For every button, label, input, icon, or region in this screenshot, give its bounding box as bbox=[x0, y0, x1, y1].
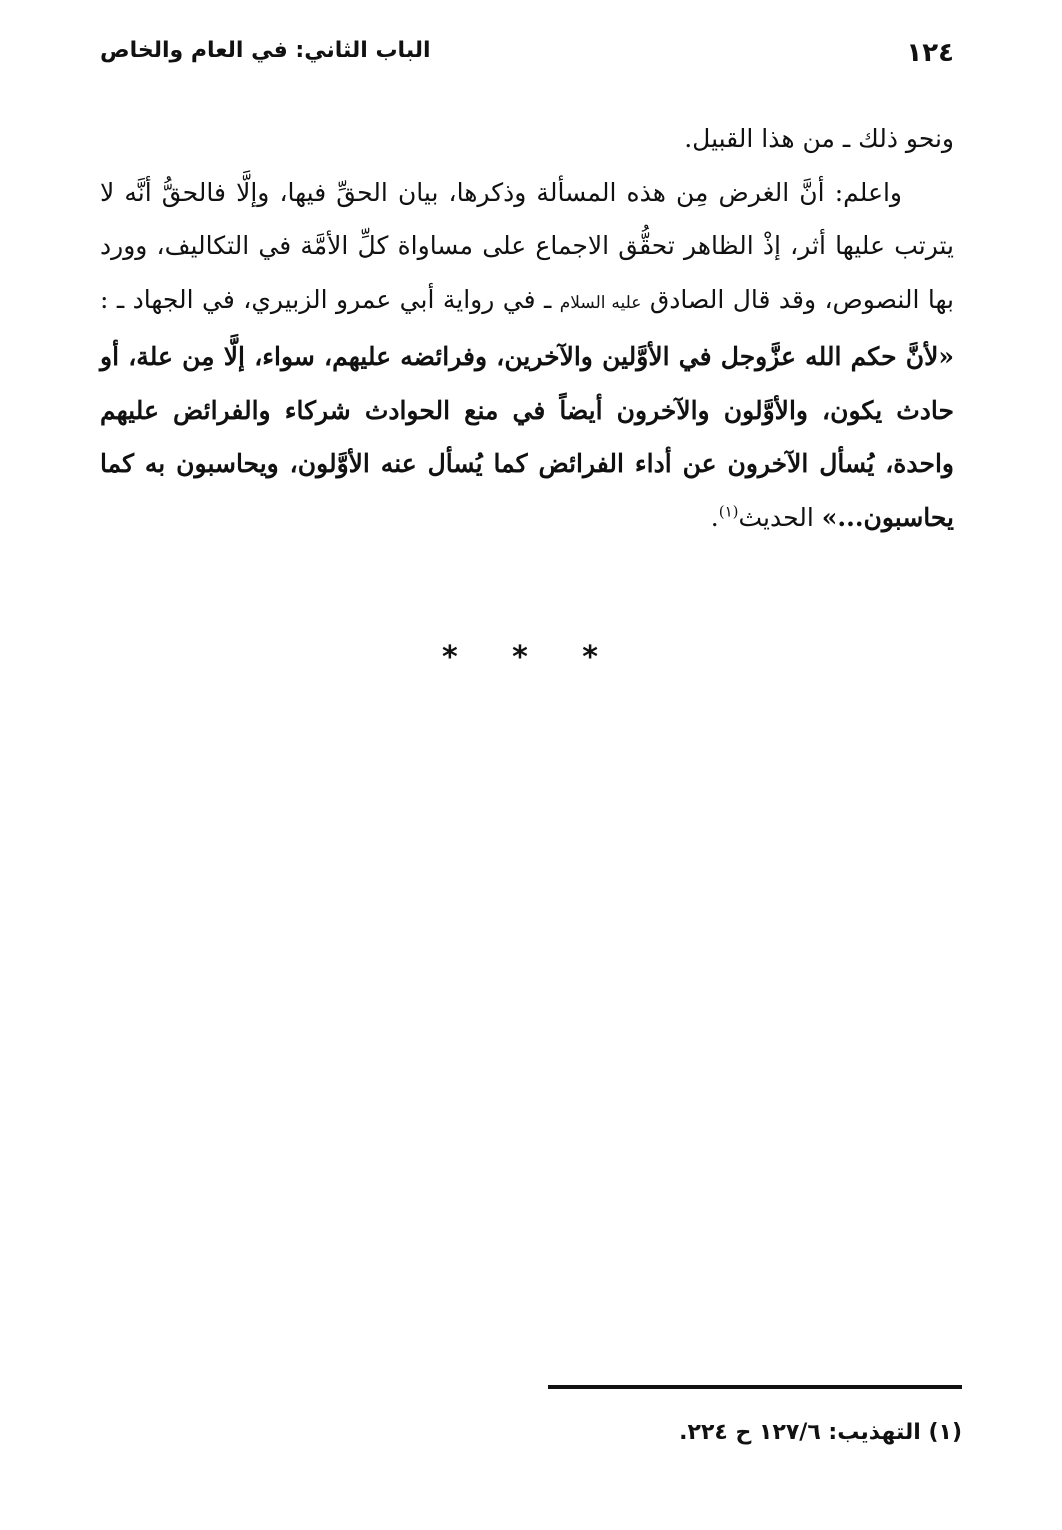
hadith-quote: «لأنَّ حكم الله عزَّوجل في الأوَّلين والآخرين، وفرائضه عليهم، سواء، إلَّا مِن علة، أو حادث يكون، والأوَّلون والآخرون أيضاً في منع الحوادث شركاء والفرائض عليهم واحدة، يُسأل الآخرون عن أداء الفرائض كما يُسأل عنه الأوَّلون، ويحاسبون به كما يحاسبون...» bbox=[100, 342, 954, 532]
final-period: . bbox=[710, 502, 719, 532]
main-text bbox=[100, 112, 954, 544]
opening-line-text: ونحو ذلك ـ من هذا القبيل. bbox=[684, 124, 954, 153]
page-number: ١٢٤ bbox=[906, 38, 954, 68]
honorific-phrase: عليه السلام bbox=[559, 292, 642, 313]
paragraph-text-start: واعلم: أنَّ الغرض مِن هذه المسألة وذكرها، بيان الحقِّ فيها، وإلَّا فالحقُّ أنَّه لا يترتب عليها أثر، إذْ الظاهر تحقُّق الاجماع على مساواة كلِّ الأمَّة في التكاليف، وورد بها النصوص، وقد قال الصادق bbox=[100, 177, 954, 314]
main-paragraph bbox=[100, 166, 954, 545]
running-title: الباب الثاني: في العام والخاص bbox=[100, 38, 431, 63]
section-separator: * * * bbox=[442, 640, 620, 675]
paragraph-text-mid: ـ في رواية أبي عمرو الزبيري، في الجهاد ـ : bbox=[100, 284, 552, 314]
paragraph-text-end: الحديث bbox=[738, 502, 822, 532]
footnote: (١) التهذيب: ١٢٧/٦ ح ٢٢٤. bbox=[679, 1420, 962, 1445]
opening-line bbox=[100, 112, 954, 166]
footnote-reference: (١) bbox=[718, 502, 739, 521]
footnote-divider bbox=[548, 1385, 962, 1389]
page-header bbox=[100, 38, 954, 78]
